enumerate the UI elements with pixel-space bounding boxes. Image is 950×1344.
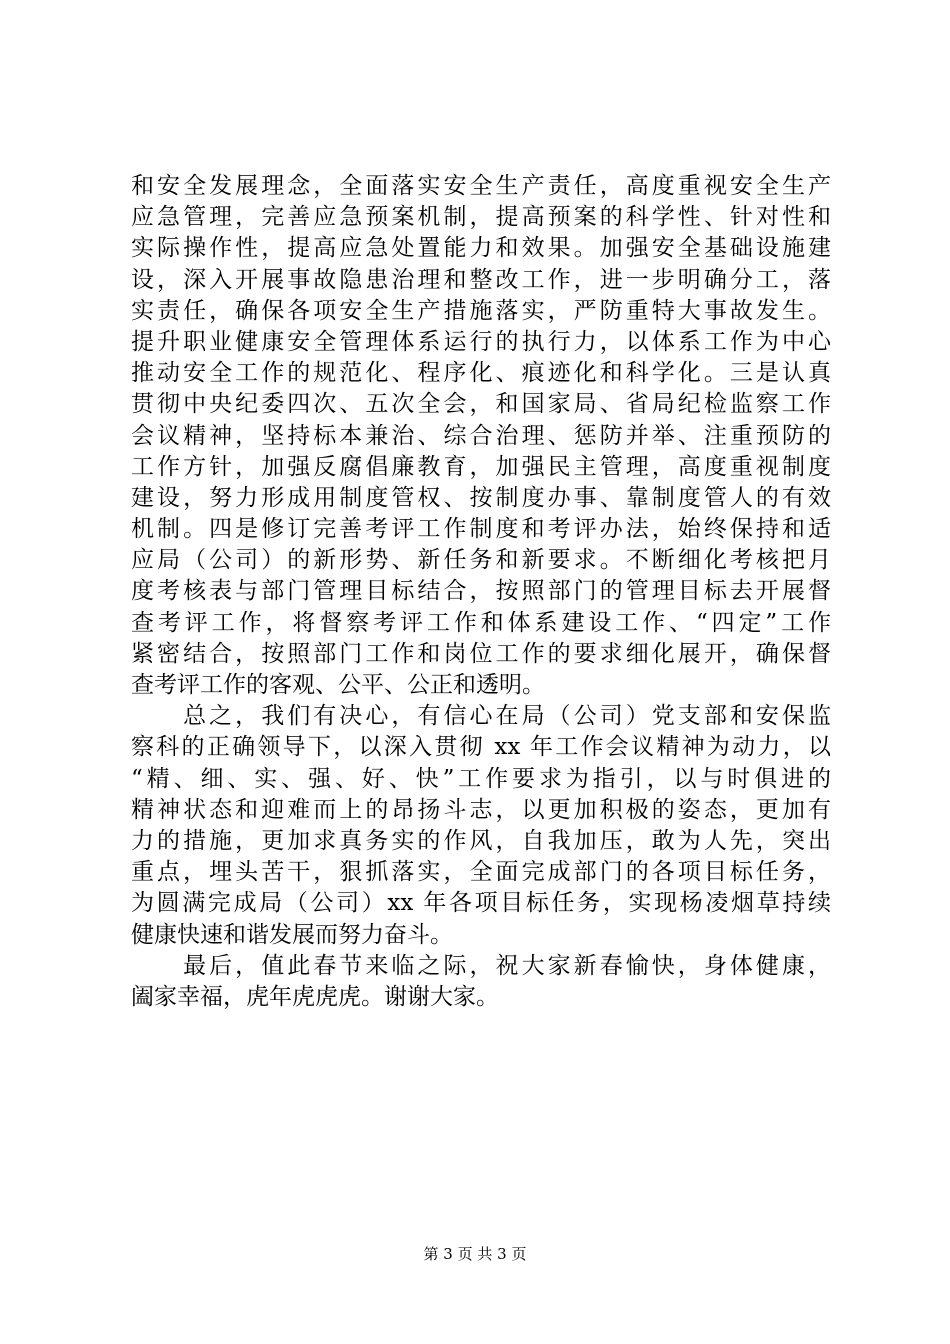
text-line: 最后，值此春节来临之际，祝大家新春愉快，身体健康， xyxy=(131,952,831,979)
text-line: “精、细、实、强、好、快”工作要求为指引，以与时俱进的 xyxy=(131,765,831,792)
text-line: 提升职业健康安全管理体系运行的执行力，以体系工作为中心 xyxy=(131,328,831,355)
text-line: 察科的正确领导下，以深入贯彻 xx 年工作会议精神为动力，以 xyxy=(131,734,831,761)
text-line: 建设，努力形成用制度管权、按制度办事、靠制度管人的有效 xyxy=(131,484,831,511)
text-line: 总之，我们有决心，有信心在局（公司）党支部和安保监 xyxy=(131,703,831,730)
text-line: 应急管理，完善应急预案机制，提高预案的科学性、针对性和 xyxy=(131,204,831,231)
text-line: 推动安全工作的规范化、程序化、痕迹化和科学化。三是认真 xyxy=(131,360,831,387)
text-line: 实责任，确保各项安全生产措施落实，严防重特大事故发生。 xyxy=(131,297,831,324)
text-line: 设，深入开展事故隐患治理和整改工作，进一步明确分工，落 xyxy=(131,266,831,293)
text-line: 精神状态和迎难而上的昂扬斗志，以更加积极的姿态，更加有 xyxy=(131,796,831,823)
text-line: 应局（公司）的新形势、新任务和新要求。不断细化考核把月 xyxy=(131,547,831,574)
text-line: 和安全发展理念，全面落实安全生产责任，高度重视安全生产 xyxy=(131,173,831,199)
text-line: 度考核表与部门管理目标结合，按照部门的管理目标去开展督 xyxy=(131,578,831,605)
page-footer: 第 3 页 共 3 页 xyxy=(423,1245,527,1263)
text-line: 工作方针，加强反腐倡廉教育，加强民主管理，高度重视制度 xyxy=(131,453,831,480)
text-line: 查考评工作，将督察考评工作和体系建设工作、“四定”工作 xyxy=(131,609,831,636)
text-line: 力的措施，更加求真务实的作风，自我加压，敢为人先，突出 xyxy=(131,827,831,854)
text-line: 重点，埋头苦干，狠抓落实，全面完成部门的各项目标任务， xyxy=(131,859,831,886)
text-line: 贯彻中央纪委四次、五次全会，和国家局、省局纪检监察工作 xyxy=(131,391,831,418)
document-body xyxy=(131,171,831,1013)
text-line: 查考评工作的客观、公平、公正和透明。 xyxy=(131,672,545,698)
text-line: 机制。四是修订完善考评工作制度和考评办法，始终保持和适 xyxy=(131,516,831,543)
text-line: 为圆满完成局（公司）xx 年各项目标任务，实现杨凌烟草持续 xyxy=(131,890,831,917)
text-line: 实际操作性，提高应急处置能力和效果。加强安全基础设施建 xyxy=(131,235,831,262)
text-line: 会议精神，坚持标本兼治、综合治理、惩防并举、注重预防的 xyxy=(131,422,831,449)
text-line: 健康快速和谐发展而努力奋斗。 xyxy=(131,921,453,948)
text-line: 紧密结合，按照部门工作和岗位工作的要求细化展开，确保督 xyxy=(131,640,831,667)
text-line: 阖家幸福，虎年虎虎虎。谢谢大家。 xyxy=(131,983,499,1010)
